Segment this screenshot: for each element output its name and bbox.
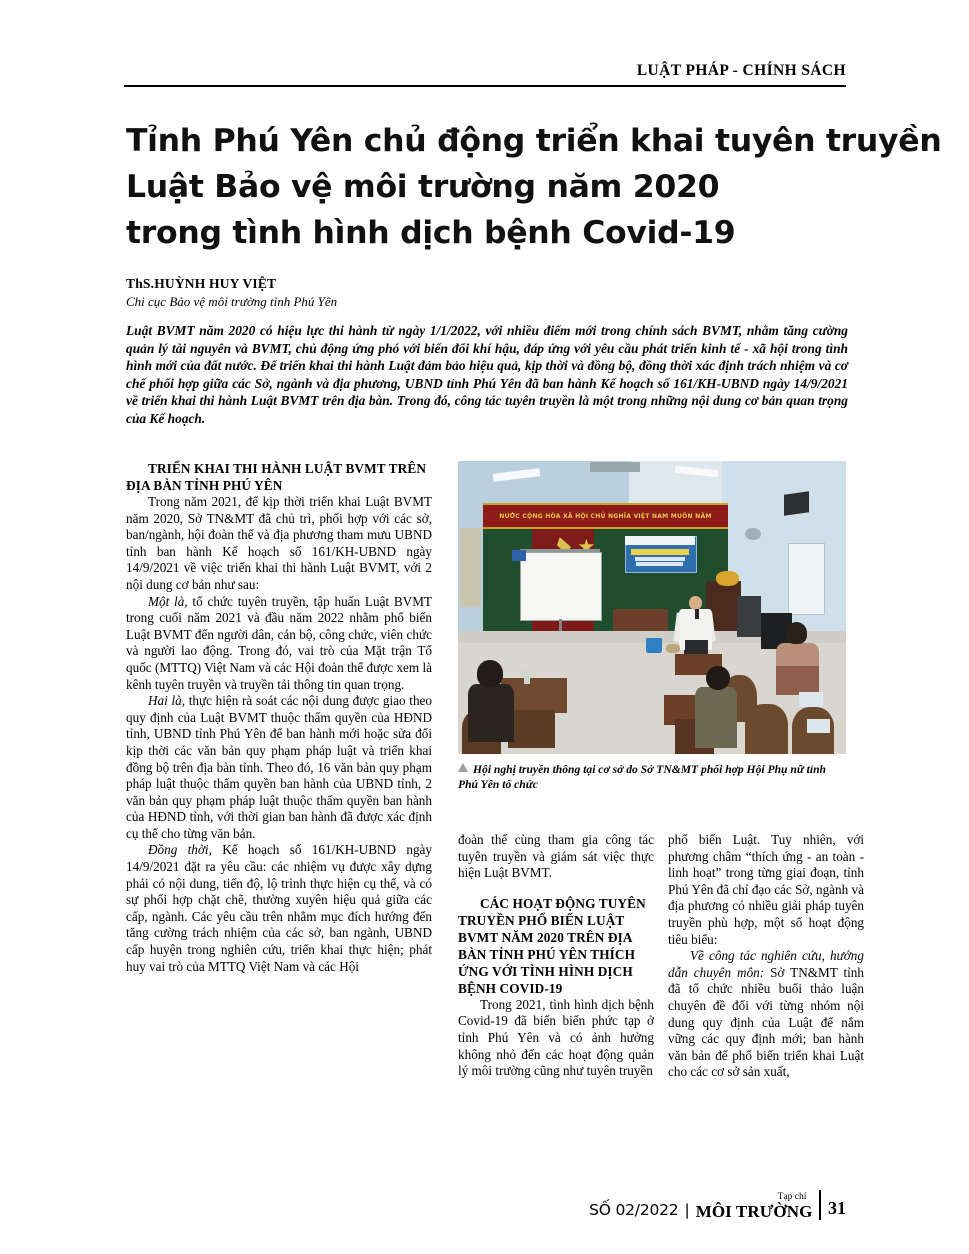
triangle-bullet-icon bbox=[458, 763, 468, 772]
photo-poster-line bbox=[635, 557, 685, 561]
photo-attendee-head bbox=[477, 660, 502, 686]
lead-paragraph: Luật BVMT năm 2020 có hiệu lực thi hành từ ngày 1/1/2022, với nhiều điểm mới trong chính sách BVMT, nhằm tăng cường quản lý tài nguyên và BVMT, chủ động ứng phó với biến đổi khí hậu, đáp ứng với yêu cầu phát triển kinh tế - xã hội trong tình hình mới của đất nước. Để triển khai thi hành Luật đảm bảo hiệu quả, kịp thời và đồng bộ, đồng thời xác định trách nhiệm và cơ chế phối hợp giữa các Sở, ngành và địa phương, UBND tỉnh Phú Yên đã ban hành Kế hoạch số 161/KH-UBND ngày 14/9/2021 về triển khai thi hành Luật BVMT trên địa bàn. Trong đó, công tác tuyên truyền là một trong những nội dung cơ bản quan trọng của Kế hoạch. bbox=[126, 323, 848, 426]
photo-equipment-rack bbox=[737, 596, 760, 637]
footer-rule bbox=[819, 1190, 821, 1220]
run-in-lead: Hai là, bbox=[148, 693, 186, 709]
paragraph-text: thực hiện rà soát các nội dung được giao theo quy định của Luật BVMT thuộc thẩm quyền của HĐND tỉnh, UBND tỉnh Phú Yên để ban hành mới hoặc sửa đổi kịp thời các văn bản quy phạm pháp luật và triển khai đồng bộ trên địa bàn tỉnh. Theo đó, 16 văn bản quy phạm pháp luật thuộc thẩm quyền ban hành của UBND tỉnh, 2 văn bản quy phạm pháp luật thuộc thẩm quyền ban hành của HĐND tỉnh, với thời gian ban hành đã được xác định cụ thể cho từng văn bản. bbox=[126, 693, 432, 841]
microphone-icon bbox=[695, 609, 699, 619]
photo-stage-table bbox=[613, 609, 667, 632]
photo-poster-header bbox=[625, 536, 695, 545]
photo-wall-fan bbox=[745, 528, 761, 540]
footer-separator: | bbox=[684, 1201, 690, 1219]
body-column-3 bbox=[668, 832, 864, 1081]
photo-laptop bbox=[685, 640, 708, 655]
magazine-brand bbox=[696, 1193, 813, 1221]
body-column-2 bbox=[458, 832, 654, 1080]
author-affiliation: Chi cục Bảo vệ môi trường tỉnh Phú Yên bbox=[126, 294, 338, 309]
photo-desk-left-leg bbox=[508, 710, 555, 748]
running-head: LUẬT PHÁP - CHÍNH SÁCH bbox=[636, 62, 846, 79]
running-head-rule bbox=[124, 85, 846, 87]
photo-paper bbox=[807, 719, 830, 734]
paragraph-text: tổ chức tuyên truyền, tập huấn Luật BVMT trong cuối năm 2021 và đầu năm 2022 nhằm phổ biến Luật BVMT đến người dân, cán bộ, công chức, viên chức và người lao động. Trong đó, vai trò của Mặt trận Tổ quốc (MTTQ) Việt Nam và các Hội đoàn thể được xem là kênh tuyên truyền và truyền tải thông tin quan trọng. bbox=[126, 593, 432, 692]
byline bbox=[126, 276, 526, 310]
run-in-lead: Một là, bbox=[148, 593, 188, 609]
photo-poster-line bbox=[636, 562, 683, 566]
photo-attendee-head bbox=[706, 666, 729, 689]
photo-attendee-shirt bbox=[776, 666, 819, 695]
issue-number: SỐ 02/2022 bbox=[589, 1201, 679, 1219]
photo-caption bbox=[458, 762, 848, 792]
photo-bag bbox=[666, 644, 680, 653]
paragraph: đoàn thể cùng tham gia công tác tuyên truyền và giám sát việc thực hiện Luật BVMT. bbox=[458, 832, 654, 881]
photo-water-bottle bbox=[524, 669, 530, 684]
paragraph: Trong 2021, tình hình dịch bệnh Covid-19 đã biến biến phức tạp ở tỉnh Phú Yên và có ảnh hưởng không nhỏ đến các hoạt động quản lý môi trường cũng như tuyên truyền bbox=[458, 996, 654, 1079]
photo-projection-screen bbox=[520, 552, 602, 621]
photo-wall-speaker bbox=[784, 491, 809, 515]
headline-line-3: trong tình hình dịch bệnh Covid-19 bbox=[126, 215, 736, 251]
article-photo bbox=[458, 461, 846, 754]
photo-blue-bucket bbox=[646, 638, 662, 653]
photo-chair-right bbox=[745, 704, 788, 754]
paragraph bbox=[126, 594, 432, 694]
magazine-kicker: Tạp chí bbox=[777, 1191, 807, 1202]
photo-attendee-body bbox=[468, 684, 515, 743]
paragraph: phổ biến Luật. Tuy nhiên, với phương châm “thích ứng - an toàn - linh hoạt” trong từng giai đoạn, tỉnh Phú Yên đã chỉ đạo các Sở, ngành và địa phương có nhiều giải pháp tuyên truyền phù hợp, một số hoạt động tiêu biểu: bbox=[668, 832, 864, 947]
paragraph bbox=[126, 842, 432, 975]
photo-screen-tag bbox=[512, 550, 526, 560]
paragraph-text: Kế hoạch số 161/KH-UBND ngày 14/9/2021 đặt ra yêu cầu: các nhiệm vụ được xây dựng phải có nội dung, tiến độ, lộ trình thực hiện cụ thể, và có sự phối hợp chặt chẽ, thường xuyên hiệu quả giữa các cấp, ngành. Các yêu cầu trên nhằm mục đích hướng đến tăng cường trách nhiệm của các sở, ban ngành, UBND cấp huyện trong nghiên cứu, triển khai thực hiện; phát huy vai trò của MTTQ Việt Nam và các Hội bbox=[126, 842, 432, 974]
page-number: 31 bbox=[828, 1198, 846, 1218]
photo-ceiling-vent bbox=[590, 462, 640, 471]
photo-caption-text: Hội nghị truyền thông tại cơ sở do Sở TN&MT phối hợp Hội Phụ nữ tỉnh Phú Yên tổ chức bbox=[458, 763, 826, 791]
section-heading-1: TRIỂN KHAI THI HÀNH LUẬT BVMT TRÊN ĐỊA BÀN TỈNH PHÚ YÊN bbox=[126, 461, 427, 493]
magazine-name: MÔI TRƯỜNG bbox=[695, 1202, 813, 1221]
run-in-lead: Đồng thời, bbox=[148, 842, 212, 858]
photo-canvas bbox=[458, 461, 846, 754]
paragraph bbox=[126, 693, 432, 842]
paragraph: Trong năm 2021, để kịp thời triển khai Luật BVMT năm 2020, Sở TN&MT đã chủ trì, phối hợp với các sở, ban/ngành, hội đoàn thể và địa phương tham mưu UBND tỉnh ban hành Kế hoạch số 161/KH-UBND ngày 14/9/2021 về việc triển khai thi hành Luật BVMT, với 2 nội dung cơ bản như sau: bbox=[126, 494, 432, 592]
photo-side-curtain bbox=[460, 528, 481, 607]
photo-poster-title bbox=[631, 549, 689, 554]
photo-attendee-head bbox=[786, 622, 807, 644]
photo-paper bbox=[799, 692, 822, 707]
headline-line-1: Tỉnh Phú Yên chủ động triển khai tuyên truyền bbox=[126, 123, 942, 159]
run-in-lead: Về công tác nghiên cứu, hướng dẫn chuyên môn: bbox=[668, 948, 864, 980]
section-heading-2: CÁC HOẠT ĐỘNG TUYÊN TRUYỀN PHỔ BIẾN LUẬT BVMT NĂM 2020 TRÊN ĐỊA BÀN TỈNH PHÚ YÊN THÍCH ỨNG VỚI TÌNH HÌNH DỊCH BỆNH COVID-19 bbox=[458, 895, 646, 996]
photo-window bbox=[788, 543, 825, 615]
photo-attendee-body bbox=[695, 687, 738, 749]
headline-line-2: Luật Bảo vệ môi trường năm 2020 bbox=[126, 169, 720, 205]
paragraph bbox=[668, 948, 864, 1081]
body-column-1 bbox=[126, 460, 432, 975]
page-title bbox=[126, 118, 942, 256]
photo-slogan-banner: NƯỚC CỘNG HÒA XÃ HỘI CHỦ NGHĨA VIỆT NAM MUÔN NĂM bbox=[483, 503, 727, 529]
author-name: ThS.HUỲNH HUY VIỆT bbox=[126, 276, 277, 291]
photo-flower-arrangement bbox=[716, 571, 739, 586]
page-footer bbox=[500, 1186, 846, 1220]
paragraph-text: Sở TN&MT tỉnh đã tổ chức nhiều buổi thảo luận chuyên đề đối với từng nhóm nội dung quy định của Luật để nắm vững các quy định mới; ban hành văn bản để phổ biến triển khai Luật cho các cơ sở sản xuất, bbox=[668, 964, 864, 1080]
